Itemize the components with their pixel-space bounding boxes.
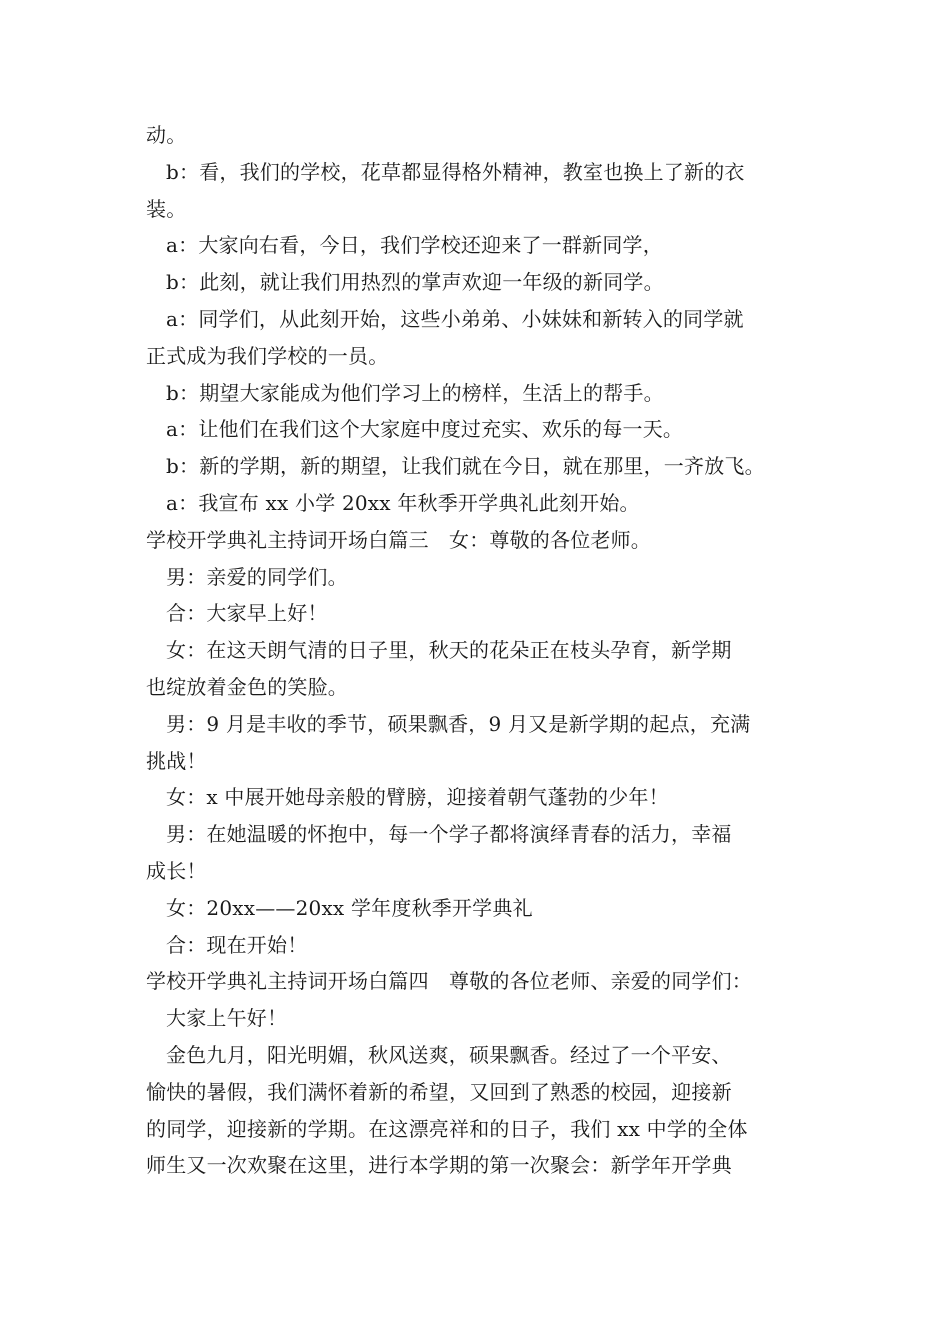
text-line: 合：现在开始！ [166, 932, 308, 957]
text-line: 挑战！ [146, 748, 207, 773]
text-line: 金色九月，阳光明媚，秋风送爽，硕果飘香。经过了一个平安、 [166, 1042, 732, 1067]
text-line: 男：9 月是丰收的季节，硕果飘香，9 月又是新学期的起点，充满 [166, 711, 751, 736]
text-line: a：同学们，从此刻开始，这些小弟弟、小妹妹和新转入的同学就 [166, 306, 744, 331]
text-line: a：大家向右看，今日，我们学校还迎来了一群新同学， [166, 233, 663, 258]
text-line: 的同学，迎接新的学期。在这漂亮祥和的日子，我们 xx 中学的全体 [146, 1116, 748, 1141]
text-line: a：让他们在我们这个大家庭中度过充实、欢乐的每一天。 [166, 417, 684, 442]
text-line: 学校开学典礼主持词开场白篇三 女：尊敬的各位老师。 [146, 527, 651, 552]
text-line: 合：大家早上好！ [166, 601, 328, 626]
document-body [146, 117, 816, 1184]
text-line: 女：x 中展开她母亲般的臂膀，迎接着朝气蓬勃的少年！ [166, 785, 669, 810]
text-line: b：新的学期，新的期望，让我们就在今日，就在那里，一齐放飞。 [166, 454, 765, 479]
text-line: 成长！ [146, 858, 207, 883]
text-line: b：期望大家能成为他们学习上的榜样，生活上的帮手。 [166, 380, 664, 405]
text-line: 女：在这天朗气清的日子里，秋天的花朵正在枝头孕育，新学期 [166, 638, 732, 663]
text-line: 师生又一次欢聚在这里，进行本学期的第一次聚会：新学年开学典 [146, 1153, 732, 1178]
text-line: 装。 [146, 196, 187, 221]
text-line: 男：亲爱的同学们。 [166, 564, 348, 589]
text-line: 学校开学典礼主持词开场白篇四 尊敬的各位老师、亲爱的同学们： [146, 969, 752, 994]
text-line: 女：20xx——20xx 学年度秋季开学典礼 [166, 895, 533, 920]
text-line: 也绽放着金色的笑脸。 [146, 674, 348, 699]
text-line: 正式成为我们学校的一员。 [146, 343, 389, 368]
text-line: 愉快的暑假，我们满怀着新的希望，又回到了熟悉的校园，迎接新 [146, 1079, 732, 1104]
text-line: b：看，我们的学校，花草都显得格外精神，教室也换上了新的衣 [166, 159, 745, 184]
text-line: a：我宣布 xx 小学 20xx 年秋季开学典礼此刻开始。 [166, 490, 640, 515]
text-line: 动。 [146, 123, 187, 147]
text-line: 大家上午好！ [166, 1006, 288, 1031]
text-line: b：此刻，就让我们用热烈的掌声欢迎一年级的新同学。 [166, 270, 664, 295]
text-line: 男：在她温暖的怀抱中，每一个学子都将演绎青春的活力，幸福 [166, 822, 732, 847]
